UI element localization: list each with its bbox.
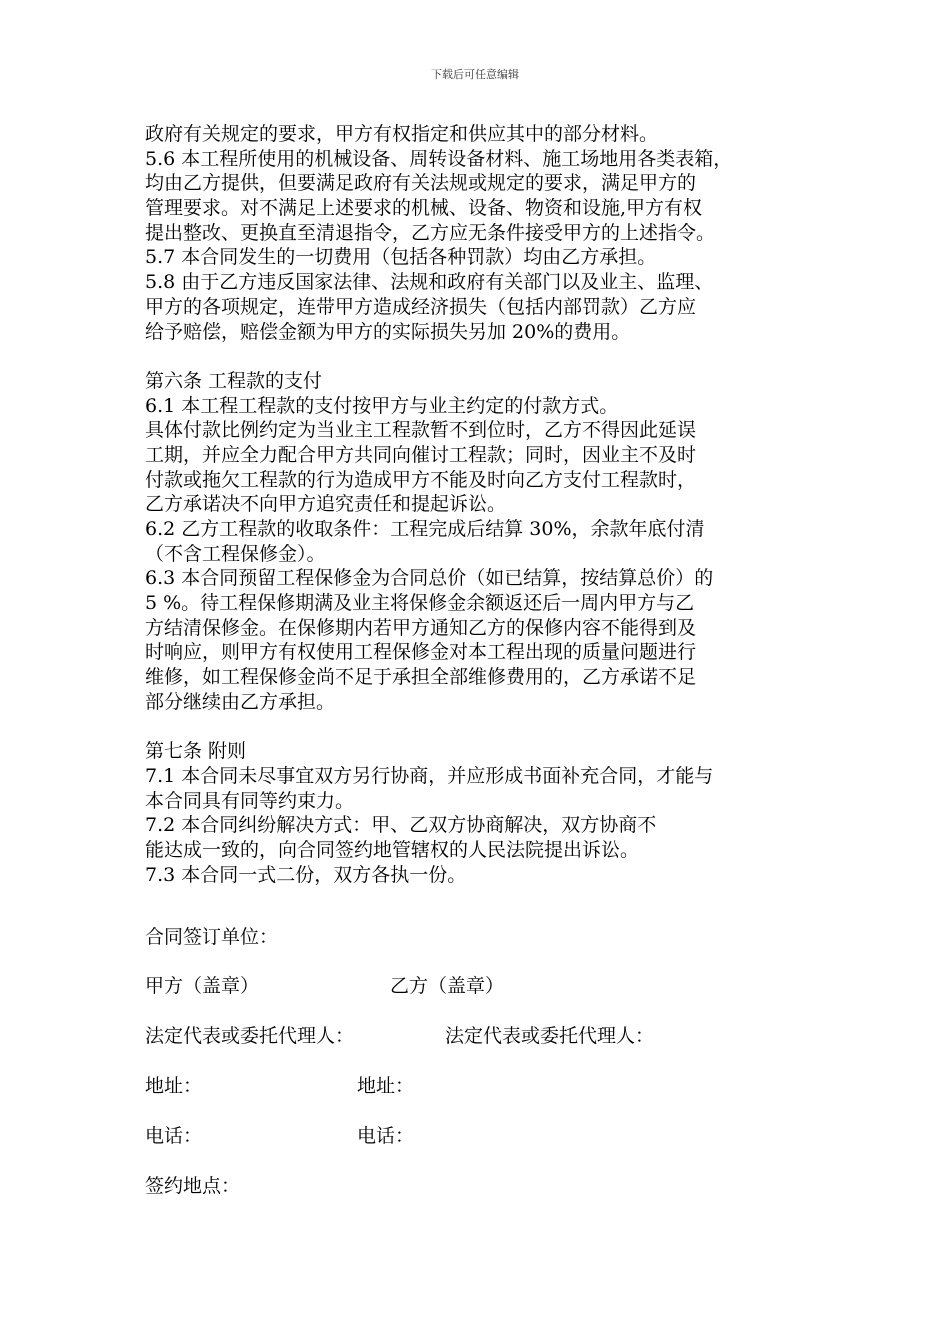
address-row [145, 1071, 415, 1098]
representative-row [145, 1021, 655, 1048]
body-line: 5.6 本工程所使用的机械设备、周转设备材料、施工场地用各类表箱， [145, 147, 733, 170]
body-line: 6.1 本工程工程款的支付按甲方与业主约定的付款方式。 [145, 394, 619, 417]
body-line: 均由乙方提供，但要满足政府有关法规或规定的要求，满足甲方的 [145, 172, 697, 195]
body-line: 提出整改、更换直至清退指令，乙方应无条件接受甲方的上述指令。 [145, 221, 716, 244]
party-row [145, 971, 505, 998]
body-line: 7.1 本合同未尽事宜双方另行协商，并应形成书面补充合同，才能与 [145, 764, 714, 787]
party-a-seal: 甲方（盖章） [145, 975, 260, 997]
body-line: 5 %。待工程保修期满及业主将保修金余额返还后一周内甲方与乙 [145, 592, 695, 615]
body-line: 第六条 工程款的支付 [145, 369, 323, 392]
body-line: （不含工程保修金）。 [145, 542, 326, 565]
body-line: 5.7 本合同发生的一切费用（包括各种罚款）均由乙方承担。 [145, 246, 657, 269]
phone-row [145, 1121, 415, 1148]
party-b-seal: 乙方（盖章） [390, 975, 505, 997]
body-line: 7.2 本合同纠纷解决方式：甲、乙双方协商解决，双方协商不 [145, 814, 657, 837]
body-line: 第七条 附则 [145, 740, 247, 763]
body-line: 方结清保修金。在保修期内若甲方通知乙方的保修内容不能得到及 [145, 616, 697, 639]
blank-line [145, 344, 815, 369]
contract-body [145, 122, 815, 887]
body-line: 6.3 本合同预留工程保修金为合同总价（如已结算，按结算总价）的 [145, 567, 714, 590]
party-b-phone: 电话： [357, 1125, 415, 1147]
body-line: 管理要求。对不满足上述要求的机械、设备、物资和设施,甲方有权 [145, 197, 703, 220]
body-line: 维修，如工程保修金尚不足于承担全部维修费用的，乙方承诺不足 [145, 666, 697, 689]
body-line: 部分继续由乙方承担。 [145, 690, 336, 713]
body-line: 能达成一致的，向合同签约地管辖权的人民法院提出诉讼。 [145, 838, 640, 861]
party-b-address: 地址： [357, 1075, 415, 1097]
body-line: 时响应，则甲方有权使用工程保修金对本工程出现的质量问题进行 [145, 641, 697, 664]
body-line: 本合同具有同等约束力。 [145, 789, 355, 812]
party-b-representative: 法定代表或委托代理人： [445, 1025, 655, 1047]
party-a-phone: 电话： [145, 1125, 203, 1147]
party-a-representative: 法定代表或委托代理人： [145, 1025, 355, 1047]
body-line: 7.3 本合同一式二份，双方各执一份。 [145, 863, 467, 886]
body-line: 5.8 由于乙方违反国家法律、法规和政府有关部门以及业主、监理、 [145, 271, 714, 294]
body-line: 甲方的各项规定，连带甲方造成经济损失（包括内部罚款）乙方应 [145, 295, 697, 318]
body-line: 给予赔偿，赔偿金额为甲方的实际损失另加 20%的费用。 [145, 320, 631, 343]
body-line: 工期，并应全力配合甲方共同向催讨工程款；同时，因业主不及时 [145, 443, 697, 466]
signing-place-label: 签约地点： [145, 1175, 241, 1197]
body-line: 付款或拖欠工程款的行为造成甲方不能及时向乙方支付工程款时， [145, 468, 697, 491]
body-line: 具体付款比例约定为当业主工程款暂不到位时，乙方不得因此延误 [145, 419, 697, 442]
body-line: 6.2 乙方工程款的收取条件：工程完成后结算 30%，余款年底付清 [145, 518, 705, 540]
body-line: 政府有关规定的要求，甲方有权指定和供应其中的部分材料。 [145, 123, 659, 145]
party-a-address: 地址： [145, 1075, 203, 1097]
signing-units-label: 合同签订单位： [145, 926, 279, 948]
body-line: 乙方承诺决不向甲方追究责任和提起诉讼。 [145, 493, 507, 516]
blank-line [145, 715, 815, 740]
page-header: 下载后可任意编辑 [431, 68, 519, 81]
